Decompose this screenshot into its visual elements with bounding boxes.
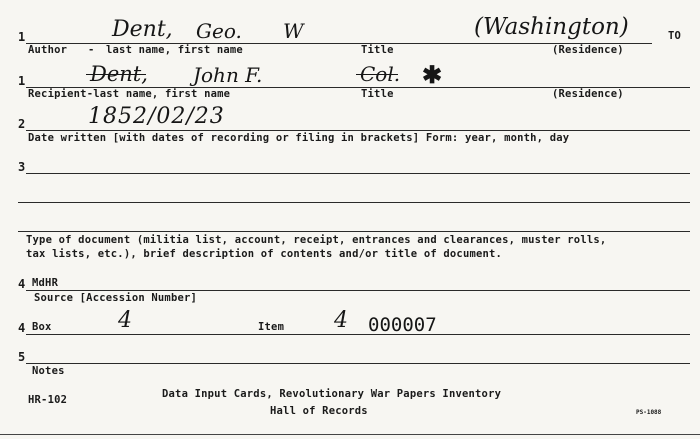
author-first-name: Geo. — [196, 19, 242, 43]
date-written-label: Date written [with dates of recording or filing in brackets] Form: year, month, day — [28, 132, 570, 144]
date-written-value: 1852/02/23 — [88, 104, 225, 129]
recipient-title-label: Title — [361, 88, 394, 100]
item-value: 4 — [334, 308, 348, 333]
source-label: Source [Accession Number] — [34, 292, 198, 304]
box-value: 4 — [118, 308, 132, 333]
recipient-title: Col. — [360, 62, 401, 86]
author-middle-initial: W — [283, 19, 304, 43]
author-residence: (Washington) — [474, 14, 629, 40]
form-id: HR-102 — [28, 394, 68, 406]
document-type-label-line2: tax lists, etc.), brief description of contents and/or title of document. — [26, 248, 503, 260]
recipient-residence-label: (Residence) — [552, 88, 624, 100]
corner-code: PS-1088 — [636, 409, 662, 416]
source-value: MdHR — [32, 277, 59, 289]
recipient-first-name: John F. — [193, 63, 263, 87]
author-last-name: Dent, — [112, 17, 173, 42]
footer-line2: Hall of Records — [270, 405, 368, 417]
row7-line — [26, 363, 690, 364]
row7-number: 5 — [18, 350, 26, 364]
row3-number: 2 — [18, 117, 26, 131]
asterisk-mark: ✱ — [422, 60, 443, 89]
notes-label: Notes — [32, 365, 65, 377]
row4-line-1 — [26, 173, 690, 174]
author-title-label: Title — [361, 44, 394, 56]
item-label: Item — [258, 321, 285, 333]
recipient-label: Recipient-last name, first name — [28, 88, 231, 100]
row4-line-3 — [18, 231, 690, 232]
document-type-label-line1: Type of document (militia list, account, receipt, entrances and clearances, muster rolls, — [26, 234, 607, 246]
row5-number: 4 — [18, 277, 26, 291]
row4-line-2 — [18, 202, 690, 203]
footer-line1: Data Input Cards, Revolutionary War Papers Inventory — [162, 388, 502, 400]
to-label: TO — [668, 30, 682, 42]
recipient-last-name: Dent, — [90, 62, 148, 86]
author-name-label: last name, first name — [106, 44, 243, 56]
row6-number: 4 — [18, 321, 26, 335]
author-dash: - — [88, 44, 95, 56]
row3-line — [26, 130, 690, 131]
row1-number: 1 — [18, 30, 26, 44]
row4-number: 3 — [18, 160, 26, 174]
recipient-strikethrough — [86, 74, 146, 75]
row6-line — [26, 334, 690, 335]
author-residence-label: (Residence) — [552, 44, 624, 56]
item-number: 000007 — [368, 314, 437, 336]
row2-number: 1 — [18, 74, 26, 88]
author-label: Author — [28, 44, 68, 56]
row5-line — [26, 290, 690, 291]
box-label: Box — [32, 321, 52, 333]
recipient-title-strikethrough — [356, 74, 398, 75]
card-bottom-edge — [0, 434, 700, 435]
